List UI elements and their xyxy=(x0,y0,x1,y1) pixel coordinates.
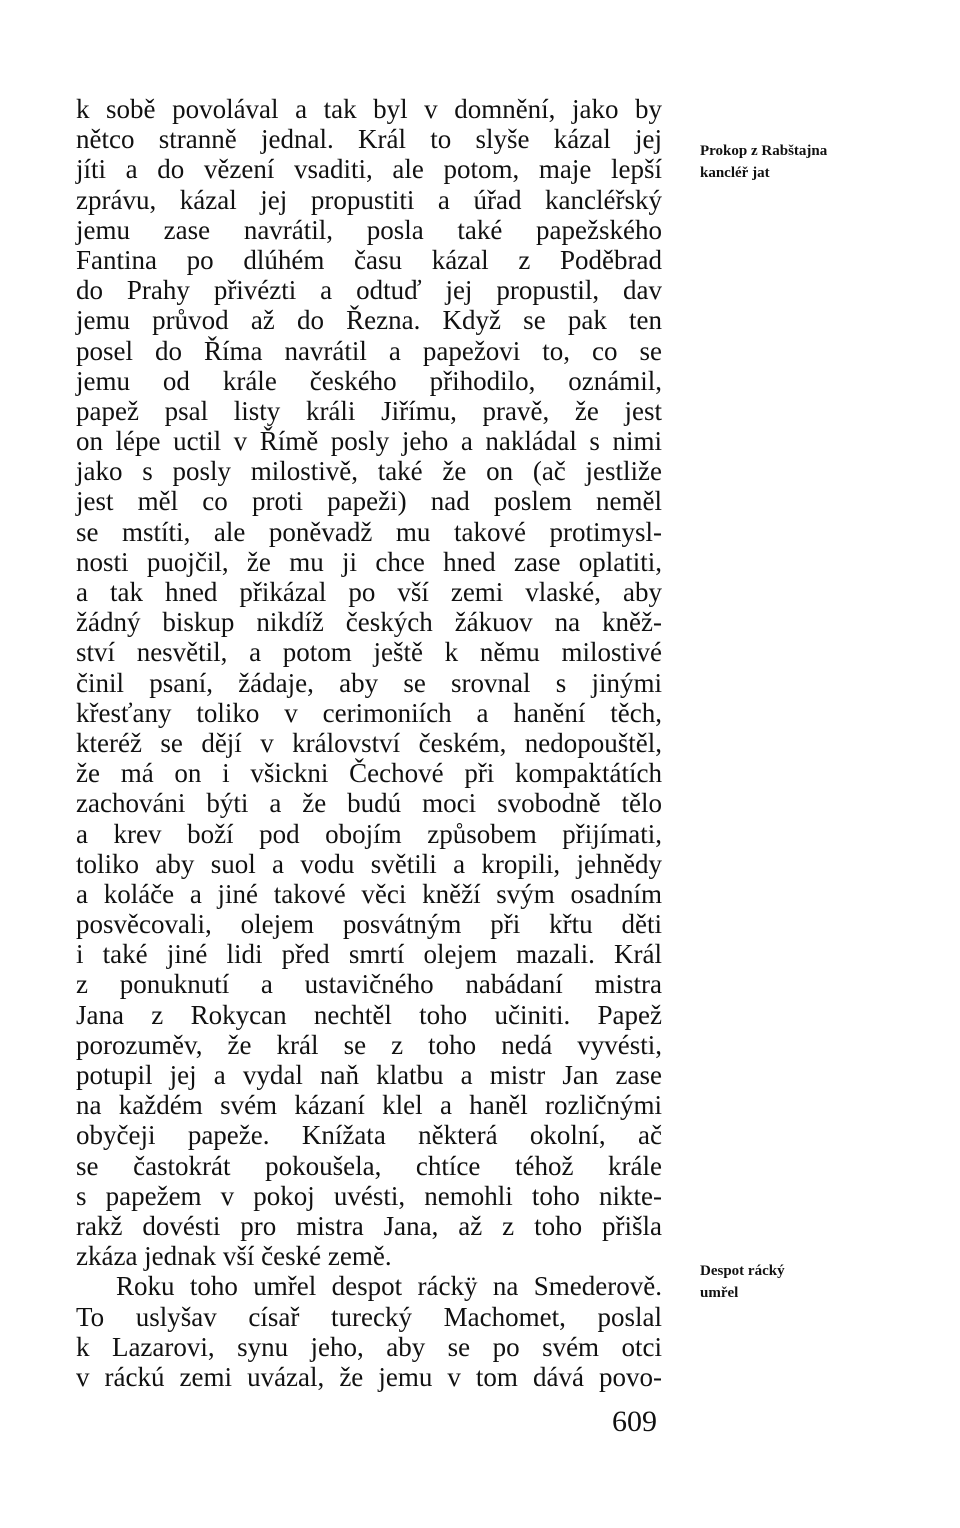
text-line: zkáza jednak vší české země. xyxy=(76,1241,392,1272)
text-line: on lépe uctil v Římě posly jeho a nakládal s nimi xyxy=(76,426,662,457)
text-line: do Prahy přivézti a odtuď jej propustil, dav xyxy=(76,275,662,306)
text-line: v ráckú zemi uvázal, že jemu v tom dává povo- xyxy=(76,1361,662,1392)
margin-note-prokop xyxy=(700,140,900,184)
text-line: porozuměv, že král se z toho nedá vyvésti, xyxy=(76,1029,662,1060)
text-line: zprávu, kázal jej propustiti a úřad kancléřský xyxy=(76,184,662,215)
text-line: jemu průvod až do Řezna. Když se pak ten xyxy=(76,305,662,336)
text-line: žádný biskup nikdíž českých žákuov na kněž- xyxy=(76,607,662,638)
paragraph-1 xyxy=(76,94,662,1271)
text-line: jako s posly milostivě, také že on (ač jestliže xyxy=(76,456,662,487)
text-line: jíti a do vězení vsaditi, ale potom, maje lepší xyxy=(76,154,662,185)
text-line: obyčeji papeže. Knížata některá okolní, ač xyxy=(76,1120,662,1151)
paragraph-2 xyxy=(76,1271,662,1392)
text-line: posel do Říma navrátil a papežovi to, co se xyxy=(76,335,662,366)
text-line: že má on i všickni Čechové při kompaktátích xyxy=(76,758,662,789)
main-text-column xyxy=(76,94,662,1392)
text-line: jemu zase navrátil, posla také papežského xyxy=(76,214,662,245)
margin-note-line: Despot rácký xyxy=(700,1263,785,1279)
text-line: ství nesvětil, a potom ještě k němu milostivé xyxy=(76,637,662,668)
margin-note-line: Prokop z Rabštajna xyxy=(700,143,828,159)
text-line: z ponuknutí a ustavičného nabádaní mistra xyxy=(76,969,662,1000)
text-line: jemu od krále českého přihodilo, oznámil, xyxy=(76,365,662,396)
text-line: rakž dovésti pro mistra Jana, až z toho přišla xyxy=(76,1210,662,1241)
text-line: činil psaní, žádaje, aby se srovnal s jinými xyxy=(76,667,662,698)
text-line: jest měl co proti papeži) nad poslem neměl xyxy=(76,486,662,517)
margin-note-despot xyxy=(700,1260,900,1304)
page-number: 609 xyxy=(612,1405,657,1438)
text-line: Fantina po dlúhém času kázal z Poděbrad xyxy=(76,244,662,275)
text-line: Roku toho umřel despot ráckÿ na Smederově. xyxy=(116,1271,662,1302)
text-line: potupil jej a vydal naň klatbu a mistr Jan zase xyxy=(76,1060,662,1090)
text-line: k sobě povolával a tak byl v domnění, jako by xyxy=(76,94,662,124)
text-line: zachováni býti a že budú moci svobodně tělo xyxy=(76,788,662,819)
text-line: i také jiné lidi před smrtí olejem mazali. Král xyxy=(76,939,662,970)
text-line: křesťany toliko v cerimoniích a hanění těch, xyxy=(76,697,662,728)
text-line: k Lazarovi, synu jeho, aby se po svém otci xyxy=(76,1331,662,1362)
text-line: a krev boží pod obojím způsobem přijímati, xyxy=(76,818,662,849)
text-line: nosti puojčil, že mu ji chce hned zase oplatiti, xyxy=(76,546,662,577)
text-line: To uslyšav císař turecký Machomet, poslal xyxy=(76,1301,662,1332)
text-line: toliko aby suol a vodu světili a kropili, jehnědy xyxy=(76,848,662,879)
text-line: nětco stranně jednal. Král to slyše kázal jej xyxy=(76,124,662,155)
text-line: a tak hned přikázal po vší zemi vlaské, aby xyxy=(76,577,662,607)
text-line: s papežem v pokoj uvésti, nemohli toho nikte- xyxy=(76,1180,662,1211)
text-line: se mstíti, ale poněvadž mu takové protimysl- xyxy=(76,516,662,547)
margin-note-line: kancléř jat xyxy=(700,165,770,181)
text-line: na každém svém kázaní klel a haněl rozličnými xyxy=(76,1090,662,1121)
text-line: se častokrát pokoušela, chtíce téhož krále xyxy=(76,1150,662,1181)
text-line: kteréž se dějí v království českém, nedopouštěl, xyxy=(76,727,662,758)
text-line: posvěcovali, olejem posvátným při křtu děti xyxy=(76,909,662,940)
margin-note-line: umřel xyxy=(700,1285,739,1301)
text-line: papež psal listy králi Jiřímu, pravě, že jest xyxy=(76,395,662,426)
text-line: Jana z Rokycan nechtěl toho učiniti. Papež xyxy=(76,999,662,1030)
text-line: a koláče a jiné takové věci kněží svým osadním xyxy=(76,878,662,909)
